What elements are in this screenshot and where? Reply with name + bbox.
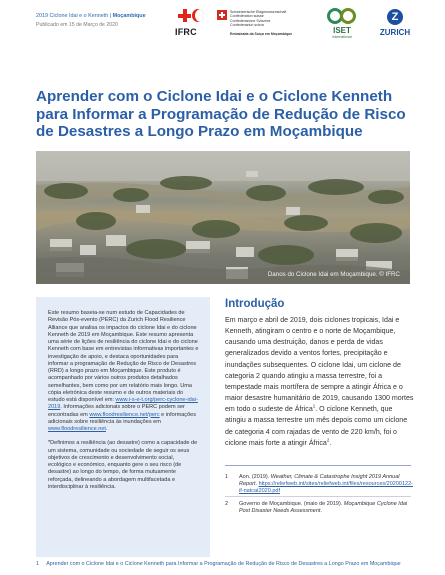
zurich-z-icon: Z [387, 9, 403, 25]
red-crescent-icon [192, 9, 204, 22]
page-footer [36, 561, 401, 567]
series-line [36, 13, 146, 19]
swiss-embassy-name: Embaixada da Suíça em Moçambique [230, 32, 293, 36]
resilience-definition: *Definimos a resiliência (ao desastre) como a capacidade de um sistema, comunidade ou sociedade de seguir os seus objetivos de crescimento e desenvolvimento social, ecológico e económico, enquanto gere o seu risco (de desastre) ao longo do tempo, de forma mutuamente reforçada, delineando a abordagem multifacetada e interdisciplinar à resiliência. [48, 440, 198, 490]
footnote-ref-2[interactable]: 2 [326, 437, 330, 443]
footer-title: Aprender com o Ciclone Idai e o Ciclone Kenneth para Informar a Programação de Redução de Risco de Desastres a Longo Prazo em Moçambique [46, 561, 401, 567]
header-location: Moçambique [112, 13, 146, 19]
series-name: 2019 Ciclone Idai e o Kenneth [36, 13, 109, 19]
iset-subtitle: International [332, 35, 352, 39]
zurich-logo [377, 9, 413, 49]
document-title: Aprender com o Ciclone Idai e o Ciclone Kenneth para Informar a Programação de Redução de Risco de Desastres a Longo Prazo em Moçambique [36, 88, 406, 141]
footnote-divider [225, 465, 411, 466]
footnote-number: 1 [225, 474, 229, 480]
footnote-number: 2 [225, 501, 229, 507]
iset-logo [322, 8, 362, 48]
red-cross-crescent-emblem [175, 9, 205, 25]
introduction-text: Em março e abril de 2019, dois ciclones tropicais, Idai e Kenneth, atingiram o centro e o norte de Moçambique, causando uma destruição, danos e perda de vidas generalizados devido a ventos fortes, precipitação e inundações subsequentes. O ciclone Idai, um ciclone de categoria 2 quando atingiu a massa terrestre, foi a tempestade mais mortífera de sempre a atingir África e o maior desastre humanitário de 2019, causando 1300 mortes em todo o sudeste de África$^1$. O ciclone Kenneth, que atingiu a massa terrestre um mês depois como um ciclone de categoria 4 com rajadas de vento de 220 km/h, foi o ciclone mais forte a atingir África$^2$. [225, 317, 414, 447]
footnote-ref-1[interactable]: 1 [312, 403, 316, 409]
summary-paragraph: Este resumo baseia-se num estudo de Capacidades de Revisão Pós-evento (PERC) da Zurich Flood Resilience Alliance que analisa os impactos do ciclone Idai e do ciclone Kenneth de 2019 em Moçambique. Este resumo apresenta uma série de lições de resiliência do ciclone Idai e do ciclone Kenneth com base em entrevistas informativas importantes e investigação de apoio, e destaca oportunidades para informar a programação de Redução de Risco de Desastres (RRD) a longo prazo em Moçambique. Este produto é acompanhado por vários outros produtos detalhados semelhantes, bem como por um relatório mais longo. Uma cópia eletrónica deste resumo e de outros materiais do estudo está disponível em: www.i-s-e-t.org/perc-cyclone-idai-2019. Informações adicionais sobre o PERC podem ser encontradas em www.floodresilience.net/perc e informações adicionais sobre resiliência às inundações em www.floodresilience.net. [48, 310, 199, 432]
iset-wordmark: ISET [333, 26, 351, 35]
swiss-confederation-names: Schweizerische Eidgenossenschaft Confédération suisse Confederazione Svizzera Confederaziun svizra [230, 10, 287, 27]
zurich-wordmark: ZURICH [379, 28, 411, 37]
swiss-flag-icon [217, 10, 227, 20]
red-cross-icon [178, 9, 191, 22]
publication-date: Publicado em 15 de Março de 2020 [36, 22, 118, 28]
link-floodresilience[interactable]: www.floodresilience.net [48, 426, 106, 432]
study-summary-box [36, 297, 210, 557]
cyclone-damage-photo [36, 151, 410, 284]
link-iset-perc[interactable]: www.i-s-e-t.org/perc-cyclone-idai-2019 [48, 397, 198, 411]
footnote-2: 2 Governo de Moçambique. (maio de 2019). Moçambique Cyclone Idai Post Disaster Needs Assessment. [225, 501, 408, 515]
swiss-embassy-logo [217, 10, 312, 50]
link-floodresilience-perc[interactable]: www.floodresilience.net/perc [89, 411, 160, 418]
footnote-separator [225, 496, 411, 497]
link-reliefweb[interactable]: https://reliefweb.int/sites/reliefweb.int/files/resources/20200122-if-natcat2020.pdf [239, 481, 413, 495]
iset-rings-icon [327, 8, 357, 24]
ifrc-logo [175, 9, 205, 47]
aerial-flood-illustration [36, 151, 410, 284]
ifrc-wordmark: IFRC [175, 27, 197, 37]
document-header [36, 13, 146, 28]
page-number: 1 [36, 561, 39, 567]
footnote-1: 1 Aon. (2019). Weather, Climate & Catastrophe Insight 2019 Annual Report. https://reliefweb.int/sites/reliefweb.int/files/resources/20200122-if-natcat2020.pdf [225, 474, 413, 495]
photo-credit: Danos do Ciclone Idai em Moçambique. © IFRC [267, 271, 400, 278]
introduction-heading: Introdução [225, 298, 285, 310]
header-separator: | [109, 13, 112, 19]
